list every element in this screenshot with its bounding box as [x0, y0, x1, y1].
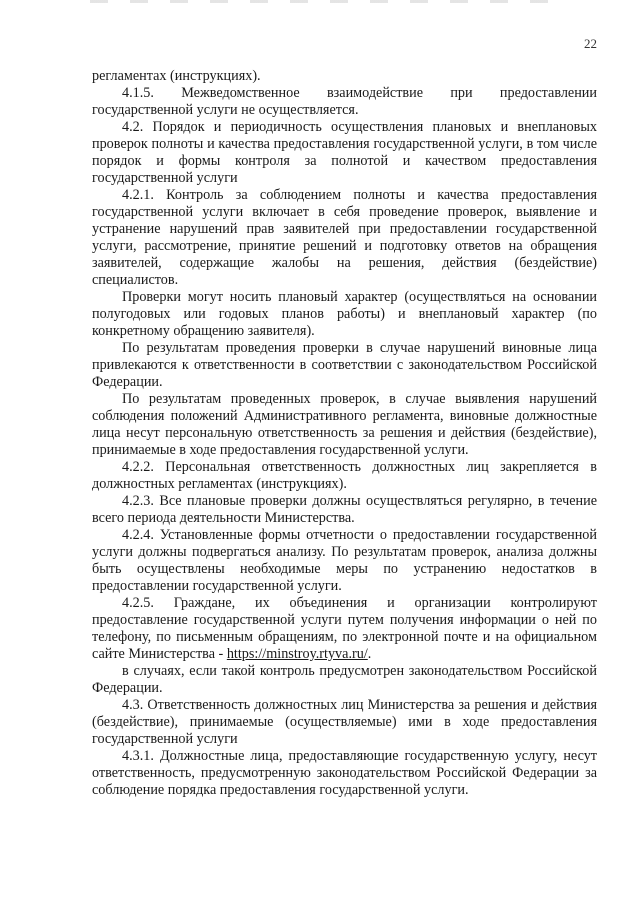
page-number: 22: [584, 36, 597, 51]
paragraph-continuation: регламентах (инструкциях).: [92, 68, 261, 84]
paragraph-4-1-5: 4.1.5. Межведомственное взаимодействие при предоставлении государственной услуги не осуществляется.: [92, 85, 597, 118]
paragraph-inspection-results: По результатам проведения проверки в случае нарушений виновные лица привлекаются к ответственности в соответствии с законодательством Российской Федерации.: [92, 340, 597, 390]
paragraph-4-2-4: 4.2.4. Установленные формы отчетности о предоставлении государственной услуги должны подвергаться анализу. По результатам проверок, анализа должны быть осуществлены необходимые меры по устранению недостатков в предоставлении государственной услуги.: [92, 527, 597, 594]
paragraph-4-2-2: 4.2.2. Персональная ответственность должностных лиц закрепляется в должностных регламентах (инструкциях).: [92, 459, 597, 492]
paragraph-4-2-3: 4.2.3. Все плановые проверки должны осуществляться регулярно, в течение всего периода деятельности Министерства.: [92, 493, 597, 526]
paragraph-4-3-1: 4.3.1. Должностные лица, предоставляющие государственную услугу, несут ответственность, предусмотренную законодательством Российской Федерации за соблюдение порядка предоставления государственной услуги.: [92, 748, 597, 798]
scan-artifact: [90, 0, 550, 3]
paragraph-4-2-5: [92, 595, 597, 663]
paragraph-4-2: 4.2. Порядок и периодичность осуществления плановых и внеплановых проверок полноты и качества предоставления государственной услуги, в том числе порядок и формы контроля за полнотой и качеством предоставления государственной услуги: [92, 119, 597, 186]
document-body: [92, 68, 597, 799]
paragraph-control-cases: в случаях, если такой контроль предусмотрен законодательством Российской Федерации.: [92, 663, 597, 696]
paragraph-4-2-1: 4.2.1. Контроль за соблюдением полноты и качества предоставления государственной услуги включает в себя проведение проверок, выявление и устранение нарушений прав заявителей при предоставлении государственной услуги, рассмотрение, принятие решений и подготовку ответов на обращения заявителей, содержащие жалобы на решения, действия (бездействие) специалистов.: [92, 187, 597, 288]
paragraph-inspections-type: Проверки могут носить плановый характер (осуществляться на основании полугодовых или годовых планов работы) и внеплановый характер (по конкретному обращению заявителя).: [92, 289, 597, 339]
ministry-website-link[interactable]: https://minstroy.rtyva.ru/: [226, 646, 368, 662]
paragraph-4-2-5-end: .: [367, 646, 372, 662]
paragraph-4-3: 4.3. Ответственность должностных лиц Министерства за решения и действия (бездействие), принимаемые (осуществляемые) ими в ходе предоставления государственной услуги: [92, 697, 597, 747]
paragraph-4-2-5-text: 4.2.5. Граждане, их объединения и организации контролируют предоставление государственной услуги путем получения информации о ней по телефону, по письменным обращениям, по электронной почте и на официальном сайте Министерства -: [92, 595, 597, 662]
paragraph-violations-responsibility: По результатам проведенных проверок, в случае выявления нарушений соблюдения положений Административного регламента, виновные должностные лица несут персональную ответственность за решения и действия (бездействие), принимаемые в ходе предоставления государственной услуги.: [92, 391, 597, 458]
